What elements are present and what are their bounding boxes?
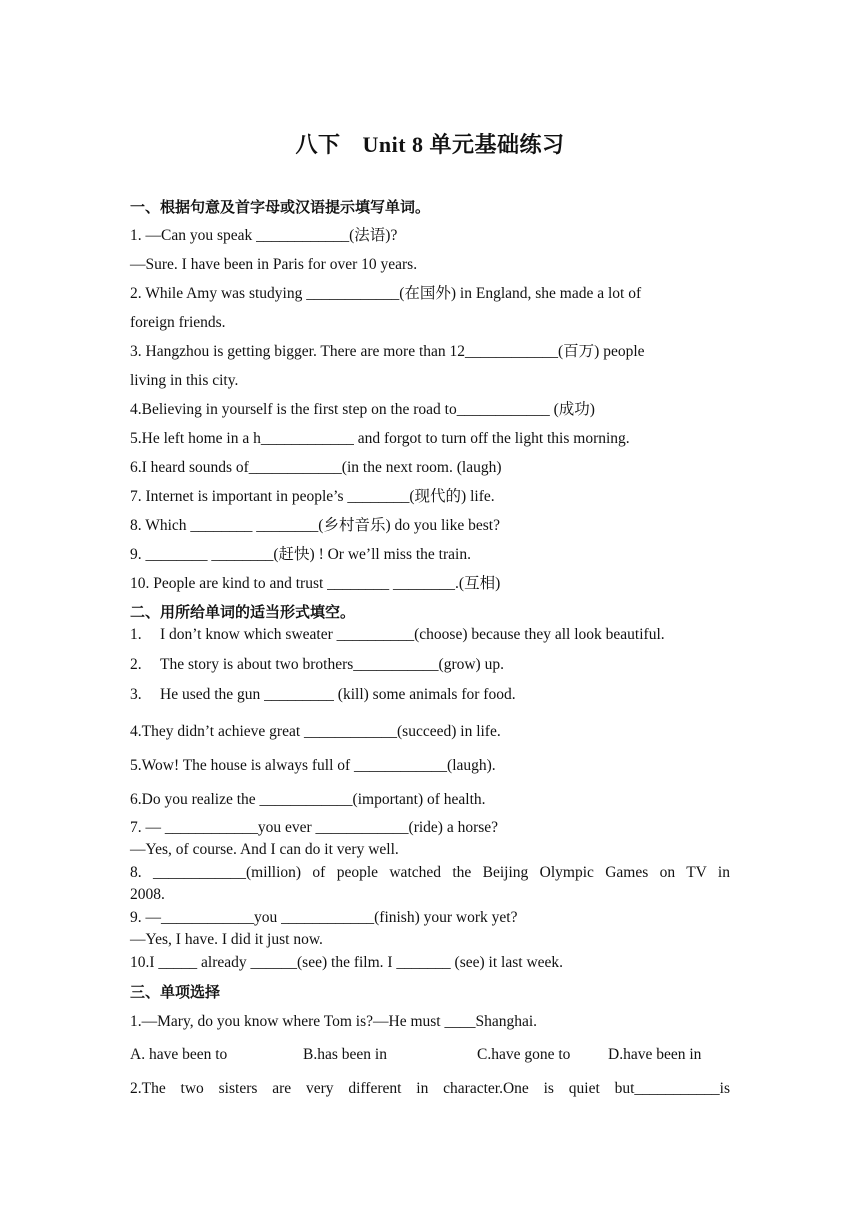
part2-line xyxy=(130,625,730,645)
part1-line: 6.I heard sounds of____________(in the next room. (laugh) xyxy=(130,459,502,476)
question-text: He used the gun _________ (kill) some animals for food. xyxy=(160,686,516,703)
question-text: The story is about two brothers___________(grow) up. xyxy=(160,656,504,673)
part1-line: 5.He left home in a h____________ and forgot to turn off the light this morning. xyxy=(130,430,630,447)
part1-line: 9. ________ ________(赶快) ! Or we’ll miss the train. xyxy=(130,546,471,563)
part1-line: 10. People are kind to and trust ________ ________.(互相) xyxy=(130,575,501,592)
question-number: 2. xyxy=(130,656,142,673)
part1-line: 3. Hangzhou is getting bigger. There are more than 12____________(百万) people xyxy=(130,343,645,360)
part2-line: 7. — ____________you ever ____________(ride) a horse? xyxy=(130,819,499,836)
section-2-heading: 二、用所给单词的适当形式填空。 xyxy=(130,603,356,621)
part2-line xyxy=(130,655,730,675)
part1-line: 7. Internet is important in people’s ________(现代的) life. xyxy=(130,488,495,505)
title-grade: 八下 xyxy=(295,132,341,157)
question-number: 3. xyxy=(130,686,142,703)
part1-line: foreign friends. xyxy=(130,314,226,331)
part2-line: —Yes, I have. I did it just now. xyxy=(130,931,323,948)
part3-question: 1.—Mary, do you know where Tom is?—He must ____Shanghai. xyxy=(130,1013,538,1030)
part1-line: 1. —Can you speak ____________(法语)? xyxy=(130,227,398,244)
option-a: A. have been to xyxy=(130,1046,228,1063)
part1-line: 8. Which ________ ________(乡村音乐) do you like best? xyxy=(130,517,500,534)
question-text: I don’t know which sweater __________(choose) because they all look beautiful. xyxy=(160,626,665,643)
option-c: C.have gone to xyxy=(477,1046,571,1063)
part2-line: 10.I _____ already ______(see) the film. I _______ (see) it last week. xyxy=(130,954,564,971)
part2-line: 2008. xyxy=(130,886,165,903)
part2-line: 4.They didn’t achieve great ____________(succeed) in life. xyxy=(130,723,501,740)
part2-line xyxy=(130,685,730,705)
question-number: 1. xyxy=(130,626,142,643)
section-1-heading: 一、根据句意及首字母或汉语提示填写单词。 xyxy=(130,198,431,216)
part1-line: living in this city. xyxy=(130,372,239,389)
part2-line: —Yes, of course. And I can do it very well. xyxy=(130,841,399,858)
part1-line: —Sure. I have been in Paris for over 10 years. xyxy=(130,256,418,273)
section-3-heading: 三、单项选择 xyxy=(130,983,221,1001)
part2-line: 9. —____________you ____________(finish) your work yet? xyxy=(130,909,518,926)
option-b: B.has been in xyxy=(303,1046,387,1063)
part3-question: 2.The two sisters are very different in character.One is quiet but___________is xyxy=(130,1080,730,1097)
page-title xyxy=(0,128,860,159)
part2-line: 5.Wow! The house is always full of ____________(laugh). xyxy=(130,757,496,774)
part1-line: 2. While Amy was studying ____________(在国外) in England, she made a lot of xyxy=(130,285,642,302)
title-unit: Unit 8 单元基础练习 xyxy=(362,132,565,157)
part1-line: 4.Believing in yourself is the first step on the road to____________ (成功) xyxy=(130,401,595,418)
option-d: D.have been in xyxy=(608,1046,702,1063)
part2-line: 6.Do you realize the ____________(important) of health. xyxy=(130,791,486,808)
part2-line: 8. ____________(million) of people watched the Beijing Olympic Games on TV in xyxy=(130,864,730,881)
